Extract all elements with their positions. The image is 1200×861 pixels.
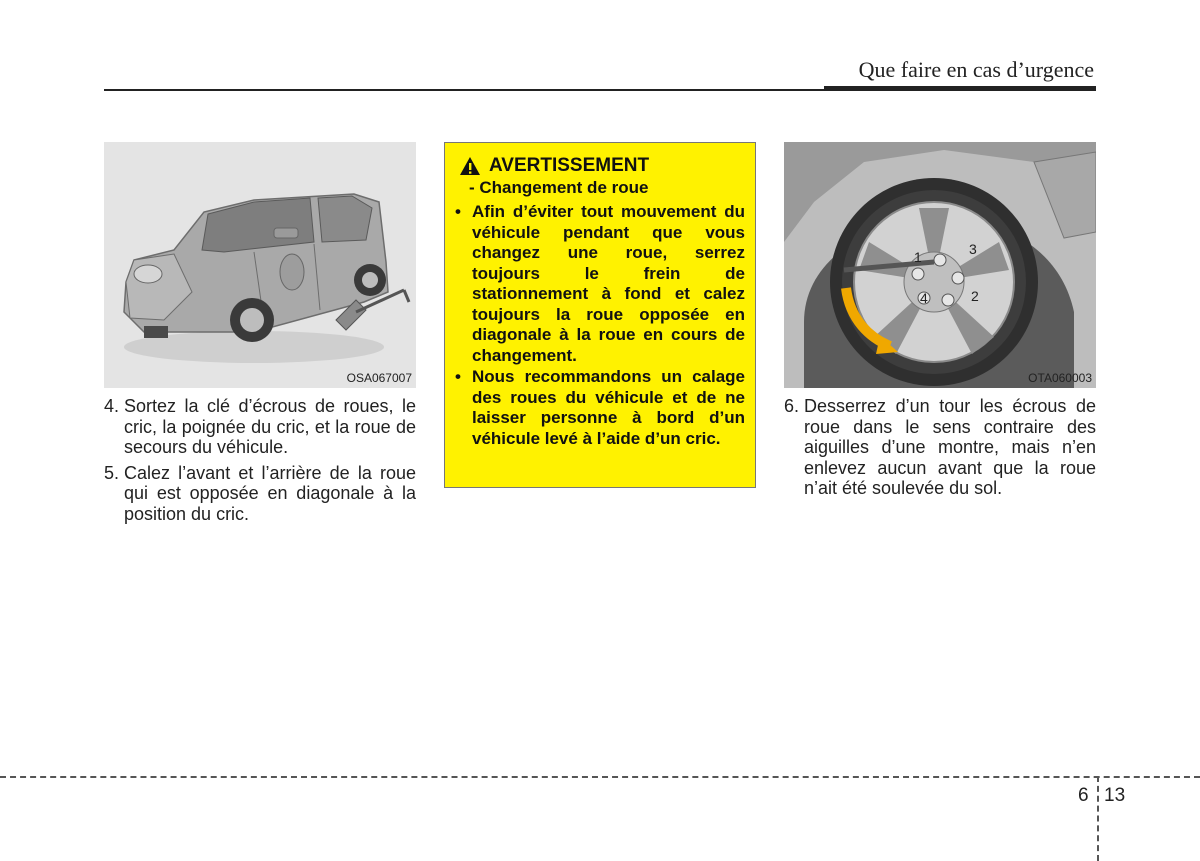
chapter-number: 6 [1078, 785, 1089, 806]
step-text: Calez l’avant et l’arrière de la roue qui est opposée en diagonale à la position du cric. [124, 462, 416, 524]
step-6 [784, 396, 1096, 499]
figure-caption: OTA060003 [1028, 371, 1092, 385]
step-number: 6. [784, 396, 800, 416]
figure-wheel-lug-nuts [784, 142, 1096, 388]
figure-car-on-jack [104, 142, 416, 388]
page-number: 13 [1104, 785, 1126, 806]
nut-label-1: 1 [914, 249, 922, 265]
bullet: • [455, 367, 461, 386]
figure-caption: OSA067007 [346, 371, 412, 385]
warning-box [444, 142, 756, 488]
step-text: Sortez la clé d’écrous de roues, le cric, la poignée du cric, et la roue de secours du véhicule. [124, 396, 416, 457]
warning-item-text: Afin d’éviter tout mouvement du véhicule pendant que vous changez une roue, serrez toujours le frein de stationnement à fond et calez toujours la roue opposée en diagonale à la roue en cours de changement. [472, 202, 745, 365]
wheel-illustration [784, 142, 1096, 388]
warning-triangle-icon [459, 156, 481, 176]
warning-list [453, 202, 745, 449]
nut-label-2: 2 [971, 288, 979, 304]
warning-item [453, 367, 745, 449]
step-text: Desserrez d’un tour les écrous de roue dans le sens contraire des aiguilles d’une montre, mais n’en enlevez aucun avant que la roue n’ait été soulevée du sol. [804, 396, 1096, 498]
header-rule-accent [824, 86, 1096, 91]
footer-divider [0, 776, 1200, 778]
warning-title: AVERTISSEMENT [489, 155, 650, 176]
step-4 [104, 396, 416, 458]
warning-subtitle: - Changement de roue [469, 178, 649, 197]
nut-label-4: 4 [920, 290, 928, 306]
warning-item [453, 202, 745, 366]
nut-label-3: 3 [969, 241, 977, 257]
step-5 [104, 463, 416, 525]
car-jack-illustration [104, 142, 416, 388]
footer-vertical-divider [1097, 776, 1099, 861]
page-header-title: Que faire en cas d’urgence [858, 57, 1094, 82]
bullet: • [455, 202, 461, 221]
warning-item-text: Nous recommandons un calage des roues du véhicule et de ne laisser personne à bord d’un véhicule levé à l’aide d’un cric. [472, 367, 745, 448]
steps-right [784, 396, 1096, 504]
step-number: 4. [104, 396, 120, 416]
step-number: 5. [104, 462, 120, 483]
steps-left [104, 396, 416, 529]
warning-header [459, 155, 745, 177]
